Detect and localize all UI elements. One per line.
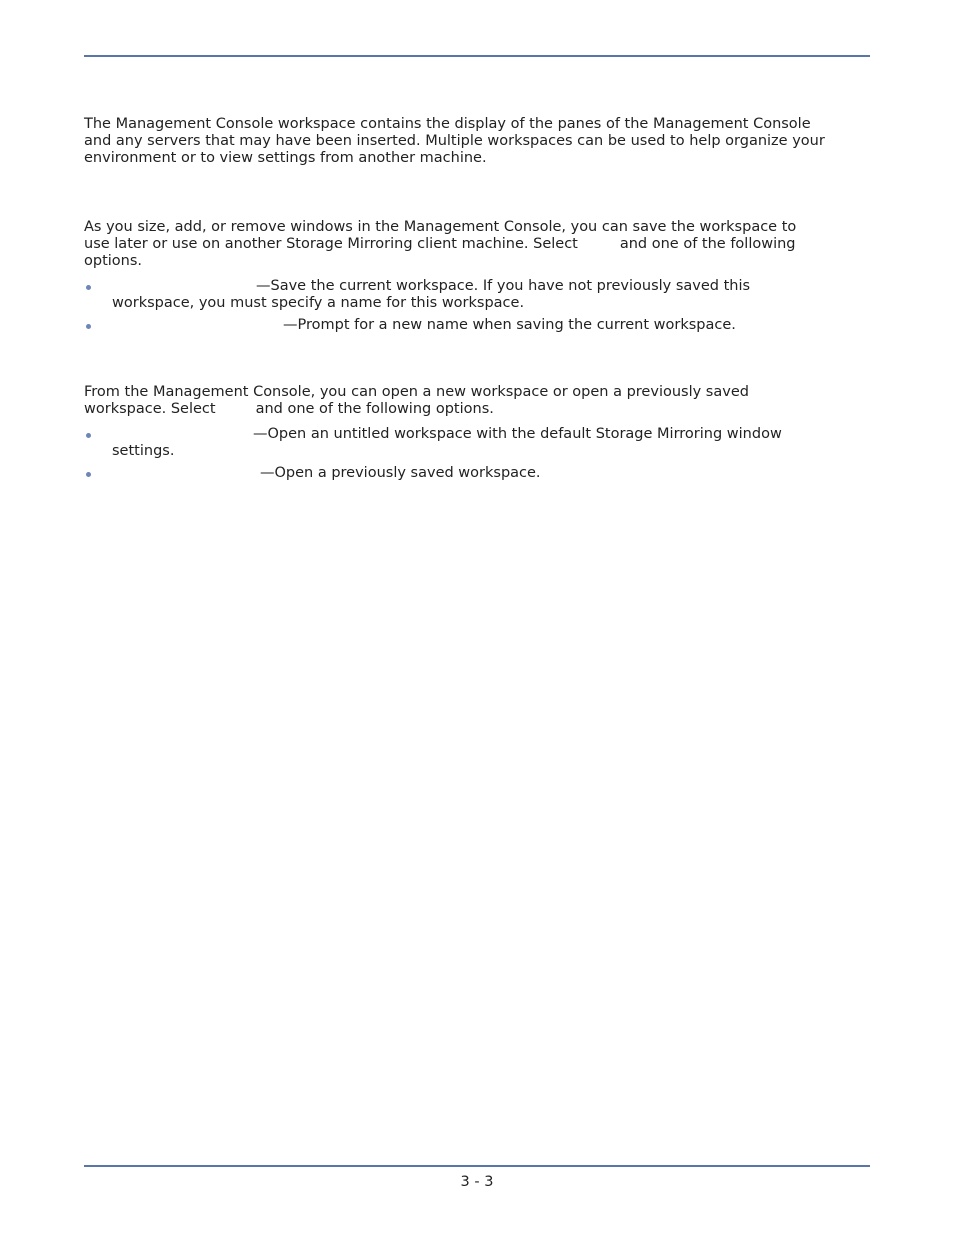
save-option-save-as-line-1: —Prompt for a new name when saving the current workspace. xyxy=(283,317,736,333)
open-line-2-end: and one of the following options. xyxy=(255,401,494,417)
open-option-new-line-1: —Open an untitled workspace with the default Storage Mirroring window xyxy=(253,426,782,442)
page-number: 3 - 3 xyxy=(460,1174,494,1190)
open-option-open-line-1: —Open a previously saved workspace. xyxy=(260,465,541,481)
save-line-1: As you size, add, or remove windows in the Management Console, you can save the workspace to xyxy=(84,219,797,235)
save-option-save-as xyxy=(84,317,736,334)
open-workspace-paragraph xyxy=(84,384,749,418)
save-option-save-line-2: workspace, you must specify a name for this workspace. xyxy=(112,295,525,311)
header-rule xyxy=(84,55,870,57)
save-line-3: options. xyxy=(84,253,143,269)
save-line-2-end: and one of the following xyxy=(619,236,796,252)
open-option-new-line-2: settings. xyxy=(112,443,175,459)
intro-line-1: The Management Console workspace contains the display of the panes of the Management Console xyxy=(84,116,811,132)
intro-line-2: and any servers that may have been inserted. Multiple workspaces can be used to help organize your xyxy=(84,133,825,149)
save-line-2-start: use later or use on another Storage Mirroring client machine. Select xyxy=(84,236,578,252)
save-option-save-line-1: —Save the current workspace. If you have not previously saved this xyxy=(256,278,751,294)
open-line-2-start: workspace. Select xyxy=(84,401,216,417)
open-line-1: From the Management Console, you can open a new workspace or open a previously saved xyxy=(84,384,749,400)
open-option-new xyxy=(84,426,782,460)
intro-line-3: environment or to view settings from another machine. xyxy=(84,150,487,166)
save-option-save xyxy=(84,278,750,312)
save-line-2 xyxy=(84,236,796,253)
footer-rule xyxy=(84,1165,870,1167)
open-line-2 xyxy=(84,401,749,418)
save-workspace-paragraph xyxy=(84,219,796,270)
open-option-open xyxy=(84,465,541,482)
intro-paragraph xyxy=(84,116,825,167)
